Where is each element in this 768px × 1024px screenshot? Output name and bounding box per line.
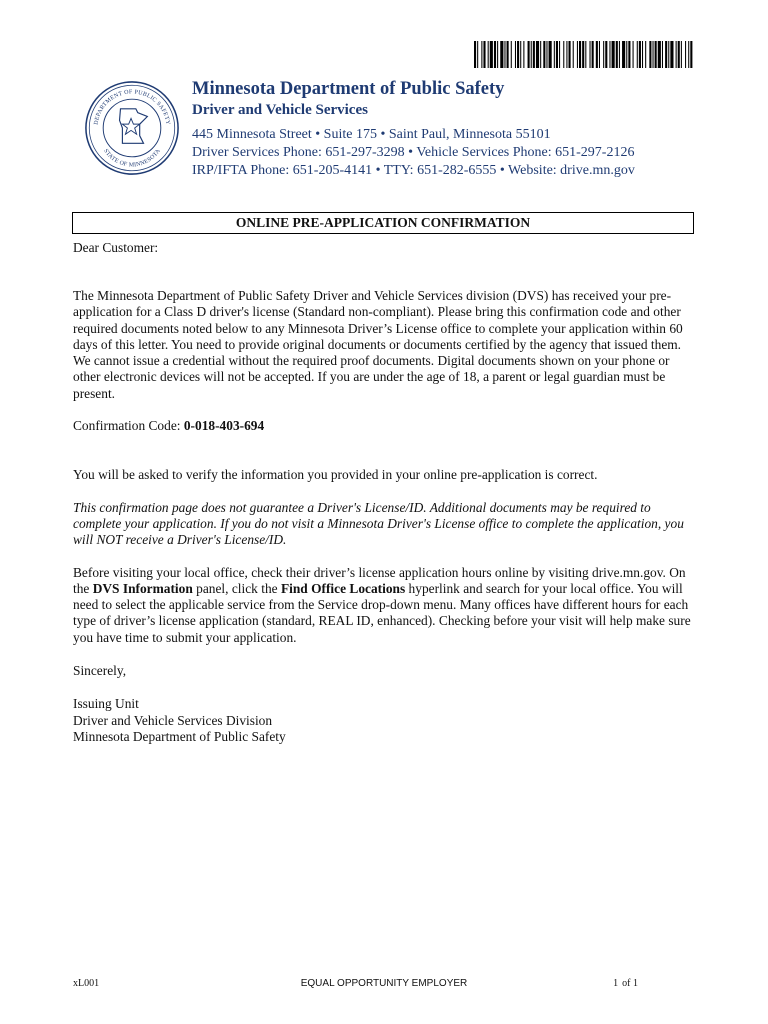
signature-line: Issuing Unit [73, 696, 139, 712]
confirmation-line [73, 418, 697, 434]
confirmation-label: Confirmation Code: [73, 418, 181, 434]
address-line: 445 Minnesota Street • Suite 175 • Saint Paul, Minnesota 55101 [192, 127, 551, 142]
barcode [474, 41, 694, 68]
office-hours-paragraph: Before visiting your local office, check their driver’s license application hours online by visiting drive.mn.gov. On the DVS Information panel, click the Find Office Locations hyperlink and search for your local office. You will need to select the applicable service from the Service drop-down menu. Many offices have different hours for each type of driver’s license application (standard, REAL ID, enhanced). Checking before your visit will help make sure you have time to submit your application. [73, 564, 691, 645]
svg-text:STATE OF MINNESOTA: STATE OF MINNESOTA [102, 148, 162, 169]
dvs-information-text: DVS Information [92, 580, 193, 596]
page-footer [0, 978, 768, 994]
document-title: ONLINE PRE-APPLICATION CONFIRMATION [72, 212, 694, 234]
confirmation-code: 0-018-403-694 [183, 418, 265, 434]
page-number: 1 of 1 [613, 978, 638, 989]
svg-text:DEPARTMENT OF PUBLIC SAFETY: DEPARTMENT OF PUBLIC SAFETY [93, 89, 171, 126]
department-name: Minnesota Department of Public Safety [192, 79, 505, 99]
letterhead [192, 78, 712, 180]
equal-opportunity-text: EQUAL OPPORTUNITY EMPLOYER [300, 978, 468, 989]
disclaimer-paragraph: This confirmation page does not guarantee a Driver's License/ID. Additional documents may be required to complete your application. If you do not visit a Minnesota Driver's License office to complete the application, you will NOT receive a Driver's License/ID. [73, 499, 684, 548]
state-seal-icon [84, 80, 180, 176]
signature-line: Driver and Vehicle Services Division [73, 712, 273, 728]
closing: Sincerely, [73, 663, 127, 679]
signature-block [73, 696, 697, 745]
form-code: xL001 [73, 978, 100, 989]
division-name: Driver and Vehicle Services [192, 102, 368, 118]
verify-paragraph: You will be asked to verify the information you provided in your online pre-application is correct. [73, 467, 598, 483]
salutation: Dear Customer: [73, 240, 159, 255]
signature-line: Minnesota Department of Public Safety [73, 728, 286, 744]
intro-paragraph: The Minnesota Department of Public Safety Driver and Vehicle Services division (DVS) has received your pre-application for a Class D driver's license (Standard non-compliant). Please bring this confirmation code and other required documents noted below to any Minnesota Driver’s License office to complete your application within 60 days of this letter. You need to provide original documents or documents certified by the agency that issued them. We cannot issue a credential without the required proof documents. Digital documents shown on your phone or other electronic devices will not be accepted. If you are under the age of 18, a parent or legal guardian must be present. [73, 288, 683, 401]
contact-line: IRP/IFTA Phone: 651-205-4141 • TTY: 651-282-6555 • Website: drive.mn.gov [192, 163, 635, 178]
find-office-locations-text: Find Office Locations [280, 580, 406, 596]
phone-line: Driver Services Phone: 651-297-3298 • Vehicle Services Phone: 651-297-2126 [192, 145, 635, 160]
letter-body [73, 240, 697, 745]
